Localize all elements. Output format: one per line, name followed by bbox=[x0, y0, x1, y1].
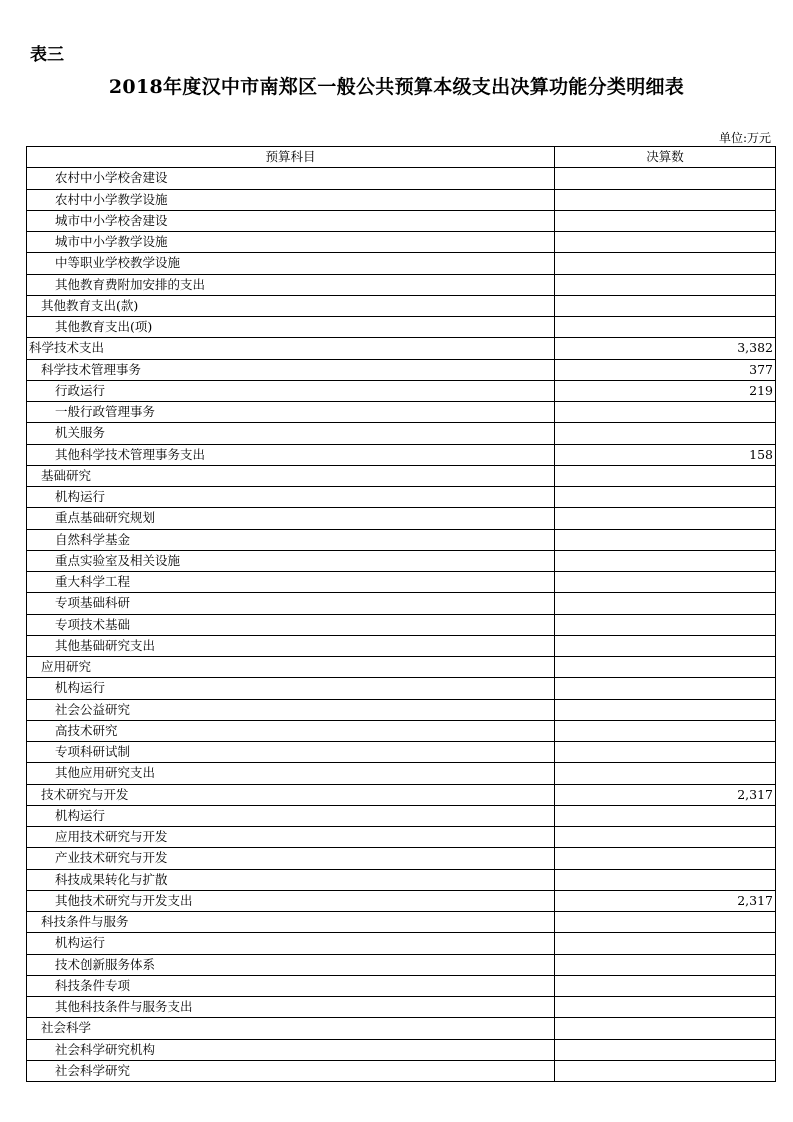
budget-subject-cell: 重大科学工程 bbox=[27, 572, 555, 593]
budget-amount-cell bbox=[555, 572, 776, 593]
budget-amount-cell bbox=[555, 550, 776, 571]
table-row bbox=[27, 1060, 776, 1081]
unit-label: 单位:万元 bbox=[718, 131, 771, 145]
table-row bbox=[27, 720, 776, 741]
budget-subject-cell: 一般行政管理事务 bbox=[27, 402, 555, 423]
budget-subject-cell: 其他技术研究与开发支出 bbox=[27, 890, 555, 911]
budget-amount-cell bbox=[555, 678, 776, 699]
table-row bbox=[27, 699, 776, 720]
budget-amount-cell: 377 bbox=[555, 359, 776, 380]
budget-amount-cell bbox=[555, 742, 776, 763]
table-row bbox=[27, 784, 776, 805]
table-row bbox=[27, 657, 776, 678]
budget-amount-cell bbox=[555, 274, 776, 295]
table-row bbox=[27, 359, 776, 380]
table-label: 表三 bbox=[30, 45, 64, 65]
budget-subject-cell: 社会科学 bbox=[27, 1018, 555, 1039]
table-row bbox=[27, 593, 776, 614]
budget-amount-cell bbox=[555, 295, 776, 316]
budget-amount-cell bbox=[555, 827, 776, 848]
budget-amount-cell bbox=[555, 210, 776, 231]
budget-subject-cell: 中等职业学校教学设施 bbox=[27, 253, 555, 274]
budget-subject-cell: 行政运行 bbox=[27, 380, 555, 401]
budget-subject-cell: 专项科研试制 bbox=[27, 742, 555, 763]
budget-subject-cell: 其他应用研究支出 bbox=[27, 763, 555, 784]
budget-subject-cell: 科技条件专项 bbox=[27, 975, 555, 996]
budget-subject-cell: 专项技术基础 bbox=[27, 614, 555, 635]
table-row bbox=[27, 997, 776, 1018]
budget-subject-cell: 机构运行 bbox=[27, 805, 555, 826]
budget-subject-cell: 产业技术研究与开发 bbox=[27, 848, 555, 869]
budget-amount-cell: 158 bbox=[555, 444, 776, 465]
budget-amount-cell bbox=[555, 465, 776, 486]
budget-subject-cell: 其他基础研究支出 bbox=[27, 635, 555, 656]
budget-amount-cell: 3,382 bbox=[555, 338, 776, 359]
budget-subject-cell: 城市中小学校舍建设 bbox=[27, 210, 555, 231]
table-row bbox=[27, 742, 776, 763]
budget-subject-cell: 科技成果转化与扩散 bbox=[27, 869, 555, 890]
table-row bbox=[27, 444, 776, 465]
table-header-row bbox=[27, 147, 776, 168]
budget-subject-cell: 机关服务 bbox=[27, 423, 555, 444]
budget-subject-cell: 应用研究 bbox=[27, 657, 555, 678]
budget-amount-cell bbox=[555, 423, 776, 444]
budget-subject-cell: 城市中小学教学设施 bbox=[27, 232, 555, 253]
budget-amount-cell bbox=[555, 317, 776, 338]
budget-amount-cell bbox=[555, 614, 776, 635]
budget-subject-cell: 其他科技条件与服务支出 bbox=[27, 997, 555, 1018]
budget-amount-cell bbox=[555, 805, 776, 826]
budget-amount-cell bbox=[555, 763, 776, 784]
budget-subject-cell: 其他教育费附加安排的支出 bbox=[27, 274, 555, 295]
table-row bbox=[27, 189, 776, 210]
table-row bbox=[27, 805, 776, 826]
budget-amount-cell bbox=[555, 975, 776, 996]
budget-amount-cell bbox=[555, 487, 776, 508]
table-row bbox=[27, 933, 776, 954]
budget-amount-cell bbox=[555, 253, 776, 274]
table-row bbox=[27, 402, 776, 423]
budget-amount-cell: 2,317 bbox=[555, 784, 776, 805]
budget-amount-cell bbox=[555, 720, 776, 741]
table-row bbox=[27, 168, 776, 189]
budget-table bbox=[26, 146, 776, 1082]
budget-subject-cell: 自然科学基金 bbox=[27, 529, 555, 550]
page-title: 2018年度汉中市南郑区一般公共预算本级支出决算功能分类明细表 bbox=[108, 76, 685, 98]
table-row bbox=[27, 232, 776, 253]
budget-subject-cell: 其他教育支出(项) bbox=[27, 317, 555, 338]
budget-subject-cell: 社会公益研究 bbox=[27, 699, 555, 720]
table-row bbox=[27, 827, 776, 848]
table-row bbox=[27, 1018, 776, 1039]
budget-amount-cell bbox=[555, 997, 776, 1018]
table-row bbox=[27, 253, 776, 274]
budget-amount-cell bbox=[555, 657, 776, 678]
table-row bbox=[27, 975, 776, 996]
table-row bbox=[27, 890, 776, 911]
budget-subject-cell: 机构运行 bbox=[27, 487, 555, 508]
budget-amount-cell bbox=[555, 933, 776, 954]
budget-subject-cell: 重点实验室及相关设施 bbox=[27, 550, 555, 571]
budget-subject-cell: 其他科学技术管理事务支出 bbox=[27, 444, 555, 465]
budget-subject-cell: 专项基础科研 bbox=[27, 593, 555, 614]
budget-amount-cell bbox=[555, 699, 776, 720]
budget-subject-cell: 基础研究 bbox=[27, 465, 555, 486]
table-row bbox=[27, 529, 776, 550]
budget-subject-cell: 高技术研究 bbox=[27, 720, 555, 741]
budget-amount-cell bbox=[555, 1039, 776, 1060]
column-header-subject: 预算科目 bbox=[27, 147, 555, 168]
budget-amount-cell bbox=[555, 635, 776, 656]
budget-subject-cell: 农村中小学教学设施 bbox=[27, 189, 555, 210]
budget-amount-cell bbox=[555, 869, 776, 890]
table-row bbox=[27, 678, 776, 699]
budget-amount-cell bbox=[555, 1060, 776, 1081]
table-row bbox=[27, 317, 776, 338]
budget-amount-cell bbox=[555, 848, 776, 869]
table-row bbox=[27, 508, 776, 529]
table-row bbox=[27, 465, 776, 486]
budget-subject-cell: 应用技术研究与开发 bbox=[27, 827, 555, 848]
budget-subject-cell: 机构运行 bbox=[27, 678, 555, 699]
budget-amount-cell bbox=[555, 168, 776, 189]
budget-amount-cell bbox=[555, 189, 776, 210]
budget-amount-cell bbox=[555, 912, 776, 933]
table-row bbox=[27, 550, 776, 571]
table-row bbox=[27, 380, 776, 401]
budget-amount-cell bbox=[555, 529, 776, 550]
table-row bbox=[27, 423, 776, 444]
table-row bbox=[27, 763, 776, 784]
table-row bbox=[27, 869, 776, 890]
table-row bbox=[27, 338, 776, 359]
budget-amount-cell bbox=[555, 954, 776, 975]
budget-subject-cell: 重点基础研究规划 bbox=[27, 508, 555, 529]
budget-amount-cell bbox=[555, 593, 776, 614]
budget-subject-cell: 社会科学研究 bbox=[27, 1060, 555, 1081]
budget-subject-cell: 科技条件与服务 bbox=[27, 912, 555, 933]
budget-amount-cell bbox=[555, 232, 776, 253]
budget-amount-cell bbox=[555, 508, 776, 529]
table-row bbox=[27, 572, 776, 593]
budget-subject-cell: 其他教育支出(款) bbox=[27, 295, 555, 316]
budget-subject-cell: 农村中小学校舍建设 bbox=[27, 168, 555, 189]
table-row bbox=[27, 912, 776, 933]
table-row bbox=[27, 635, 776, 656]
table-row bbox=[27, 954, 776, 975]
table-row bbox=[27, 210, 776, 231]
table-body bbox=[27, 168, 776, 1082]
table-row bbox=[27, 487, 776, 508]
budget-subject-cell: 机构运行 bbox=[27, 933, 555, 954]
table-row bbox=[27, 848, 776, 869]
budget-amount-cell bbox=[555, 402, 776, 423]
table-row bbox=[27, 614, 776, 635]
budget-subject-cell: 技术创新服务体系 bbox=[27, 954, 555, 975]
budget-amount-cell: 219 bbox=[555, 380, 776, 401]
budget-subject-cell: 科学技术管理事务 bbox=[27, 359, 555, 380]
table-row bbox=[27, 1039, 776, 1060]
column-header-amount: 决算数 bbox=[555, 147, 776, 168]
budget-amount-cell bbox=[555, 1018, 776, 1039]
budget-subject-cell: 技术研究与开发 bbox=[27, 784, 555, 805]
table-row bbox=[27, 295, 776, 316]
budget-amount-cell: 2,317 bbox=[555, 890, 776, 911]
budget-subject-cell: 社会科学研究机构 bbox=[27, 1039, 555, 1060]
budget-subject-cell: 科学技术支出 bbox=[27, 338, 555, 359]
table-row bbox=[27, 274, 776, 295]
